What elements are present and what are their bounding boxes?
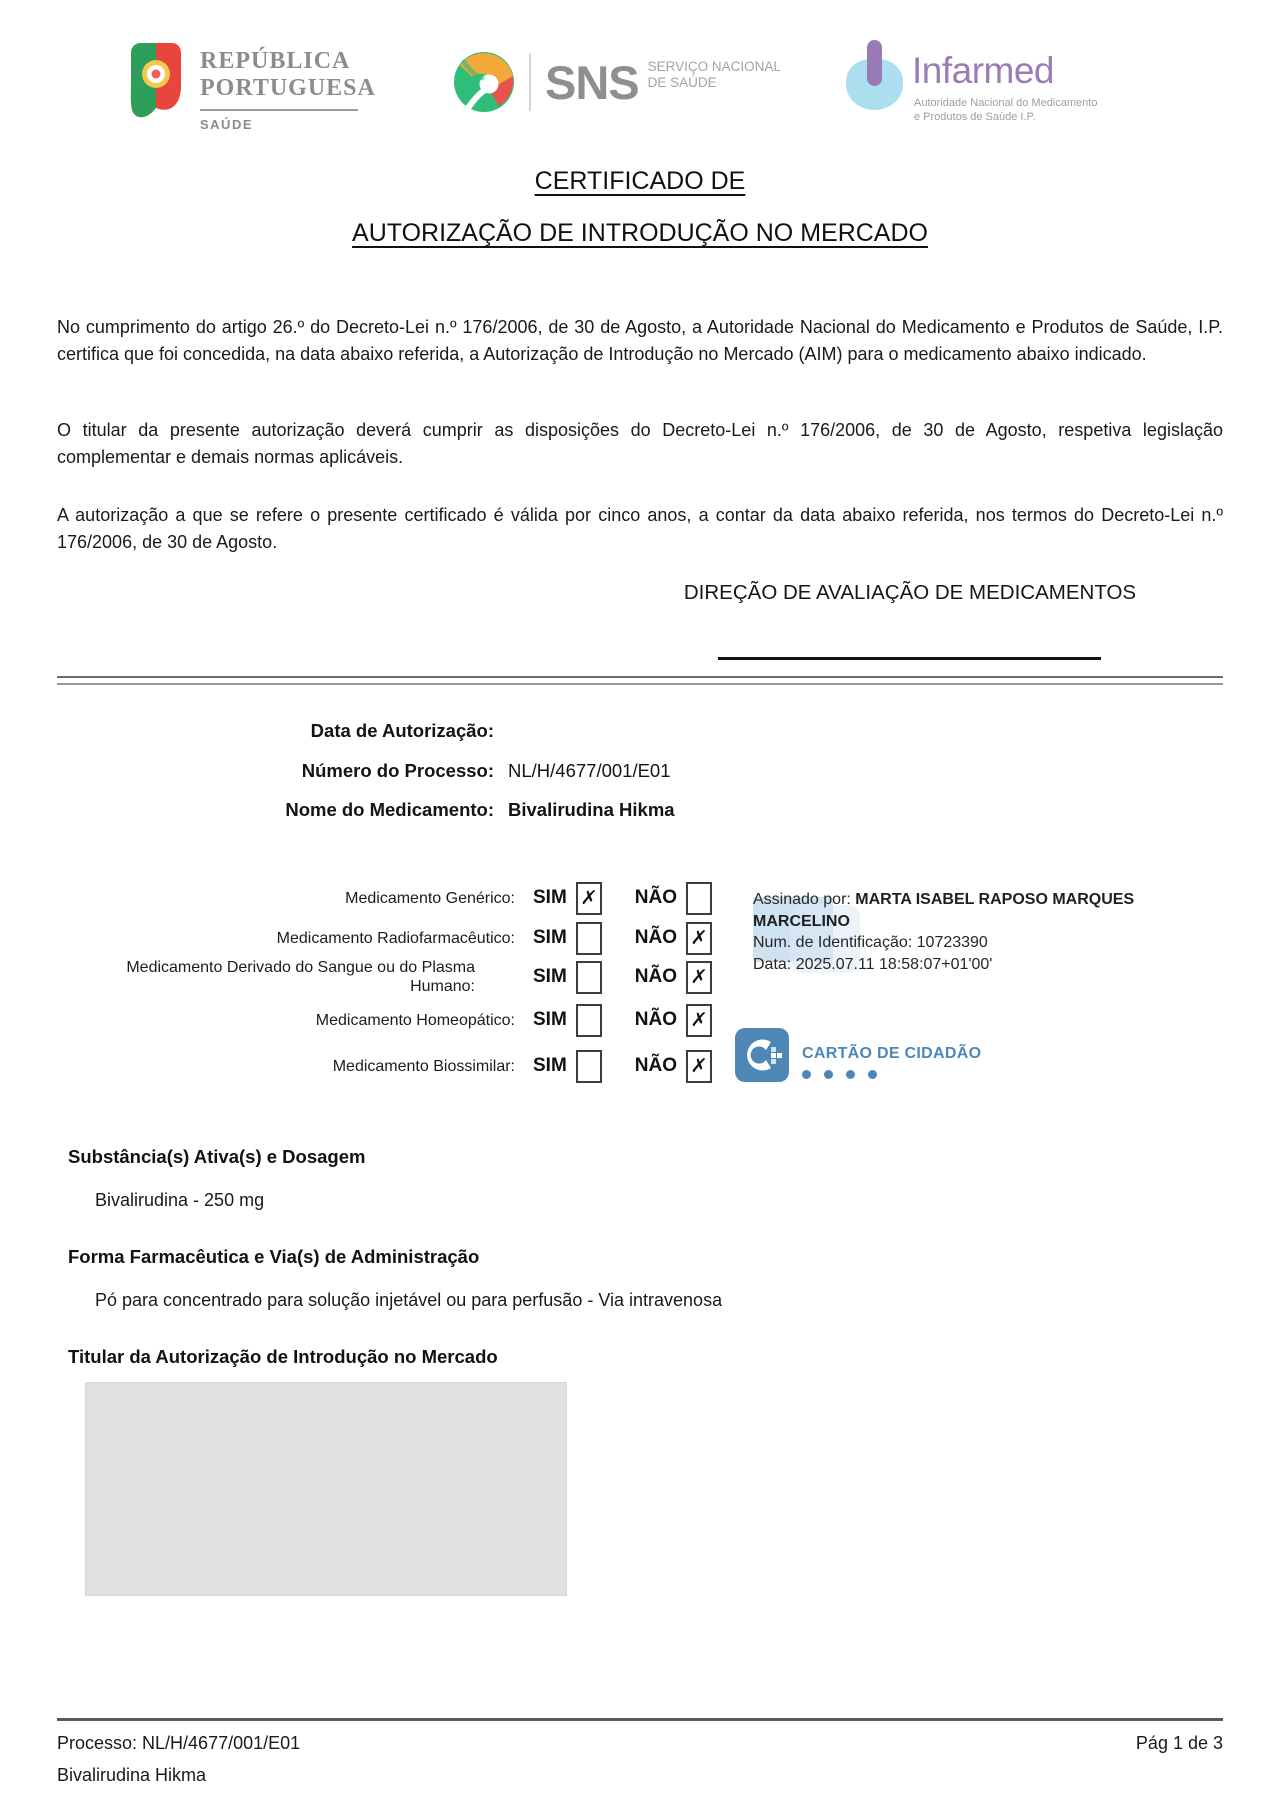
sim-label: SIM bbox=[533, 927, 567, 948]
nao-label: NÃO bbox=[634, 1055, 678, 1076]
footer-process: Processo: NL/H/4677/001/E01 bbox=[57, 1733, 301, 1753]
footer-medicine-name: Bivalirudina Hikma bbox=[57, 1765, 207, 1785]
sim-label: SIM bbox=[533, 966, 567, 987]
nao-label: NÃO bbox=[634, 887, 678, 908]
checkbox-row-derivado-sangue bbox=[115, 957, 719, 997]
intro-paragraph: No cumprimento do artigo 26.º do Decreto-Lei n.º 176/2006, de 30 de Agosto, a Autoridade Nacional do Medicamento e Produtos de Saúde, I.P. certifica que foi concedida, na data abaixo referida, a Autorização de Introdução no Mercado (AIM) para o medicamento abaixo indicado. bbox=[57, 317, 1223, 364]
nao-label: NÃO bbox=[634, 927, 678, 948]
infarmed-wordmark: Infarmed bbox=[912, 50, 1055, 91]
infarmed-sub-line2: e Produtos de Saúde I.P. bbox=[914, 111, 1036, 123]
section-double-rule bbox=[57, 676, 1223, 685]
sim-label: SIM bbox=[533, 1009, 567, 1030]
signed-by-name: MARTA ISABEL RAPOSO MARQUES MARCELINO bbox=[753, 891, 1135, 930]
sim-checkbox bbox=[576, 1050, 602, 1083]
nao-checkbox: ✗ bbox=[686, 961, 712, 994]
authorization-date-label: Data de Autorização: bbox=[310, 720, 494, 741]
signature-rule bbox=[718, 657, 1101, 660]
cartao-de-cidadao-label: CARTÃO DE CIDADÃO bbox=[802, 1045, 982, 1062]
direction-label: DIREÇÃO DE AVALIAÇÃO DE MEDICAMENTOS bbox=[683, 581, 1137, 604]
certificate-title-line2: AUTORIZAÇÃO DE INTRODUÇÃO NO MERCADO bbox=[352, 219, 928, 247]
sns-divider bbox=[529, 53, 531, 111]
signed-by-label: Assinado por: bbox=[753, 891, 851, 908]
infarmed-bar-icon bbox=[867, 40, 882, 86]
medicine-name-value: Bivalirudina Hikma bbox=[508, 799, 675, 820]
sim-checkbox bbox=[576, 961, 602, 994]
nao-checkbox: ✗ bbox=[686, 922, 712, 955]
checkbox-label: Medicamento Radiofarmacêutico: bbox=[276, 929, 515, 947]
gov-logo-divider bbox=[200, 109, 358, 111]
checkbox-row-generico bbox=[115, 881, 719, 915]
cartao-de-cidadao-icon bbox=[735, 1028, 789, 1082]
sns-abbr: SNS bbox=[545, 55, 639, 109]
nao-label: NÃO bbox=[634, 1009, 678, 1030]
infarmed-sub-line1: Autoridade Nacional do Medicamento bbox=[914, 97, 1098, 109]
sim-label: SIM bbox=[533, 1055, 567, 1076]
cartao-de-cidadao-logo bbox=[735, 1028, 981, 1082]
checkbox-label: Medicamento Derivado do Sangue ou do Plasma Humano: bbox=[126, 959, 475, 995]
process-number-label: Número do Processo: bbox=[301, 760, 494, 781]
signature-id-line: Num. de Identificação: 10723390 bbox=[753, 934, 988, 951]
sim-label: SIM bbox=[533, 887, 567, 908]
checkbox-label: Medicamento Homeopático: bbox=[315, 1011, 515, 1029]
digital-signature-block bbox=[753, 889, 1151, 975]
section-heading-substancia: Substância(s) Ativa(s) e Dosagem bbox=[68, 1146, 366, 1167]
footer-page-number: Pág 1 de 3 bbox=[1135, 1733, 1223, 1753]
gov-logo-line2: PORTUGUESA bbox=[200, 75, 376, 101]
checkbox-row-biossimilar bbox=[115, 1049, 719, 1083]
infarmed-logo bbox=[846, 40, 1126, 140]
checkbox-label: Medicamento Genérico: bbox=[345, 889, 515, 907]
sns-sub-line2: DE SAÚDE bbox=[647, 75, 717, 90]
medicine-name-label: Nome do Medicamento: bbox=[285, 799, 494, 820]
section-heading-forma: Forma Farmacêutica e Via(s) de Administração bbox=[68, 1246, 480, 1267]
republica-portuguesa-logo bbox=[128, 40, 376, 132]
nao-checkbox: ✗ bbox=[686, 1004, 712, 1037]
section-content-substancia: Bivalirudina - 250 mg bbox=[95, 1190, 265, 1210]
checkbox-label: Medicamento Biossimilar: bbox=[332, 1057, 515, 1075]
validity-paragraph: A autorização a que se refere o presente certificado é válida por cinco anos, a contar da data abaixo referida, nos termos do Decreto-Lei n.º 176/2006, de 30 de Agosto. bbox=[57, 505, 1223, 552]
nao-checkbox: ✗ bbox=[686, 1050, 712, 1083]
sns-logo bbox=[452, 50, 781, 114]
checkbox-row-homeopatico bbox=[115, 1003, 719, 1037]
gov-logo-line1: REPÚBLICA bbox=[200, 48, 351, 74]
sim-checkbox bbox=[576, 1004, 602, 1037]
sim-checkbox bbox=[576, 922, 602, 955]
sns-sphere-icon bbox=[452, 50, 516, 114]
gov-logo-ministry: SAÚDE bbox=[200, 117, 254, 132]
section-heading-titular: Titular da Autorização de Introdução no Mercado bbox=[68, 1346, 498, 1367]
signature-date-line: Data: 2025.07.11 18:58:07+01'00' bbox=[753, 955, 993, 973]
process-number-value: NL/H/4677/001/E01 bbox=[508, 760, 671, 781]
cartao-de-cidadao-dots bbox=[802, 1070, 981, 1079]
nao-label: NÃO bbox=[634, 966, 678, 987]
sns-sub-line1: SERVIÇO NACIONAL bbox=[647, 59, 781, 74]
footer-rule bbox=[57, 1718, 1223, 1721]
checkbox-row-radiofarmaceutico bbox=[115, 921, 719, 955]
portuguese-flag-icon bbox=[128, 40, 184, 128]
obligations-paragraph: O titular da presente autorização deverá cumprir as disposições do Decreto-Lei n.º 176/2006, de 30 de Agosto, respetiva legislação complementar e demais normas aplicáveis. bbox=[57, 420, 1223, 467]
section-content-forma: Pó para concentrado para solução injetável ou para perfusão - Via intravenosa bbox=[95, 1290, 723, 1310]
certificate-title-line1: CERTIFICADO DE bbox=[534, 167, 746, 195]
redacted-holder-box bbox=[85, 1382, 567, 1596]
nao-checkbox bbox=[686, 882, 712, 915]
sim-checkbox: ✗ bbox=[576, 882, 602, 915]
